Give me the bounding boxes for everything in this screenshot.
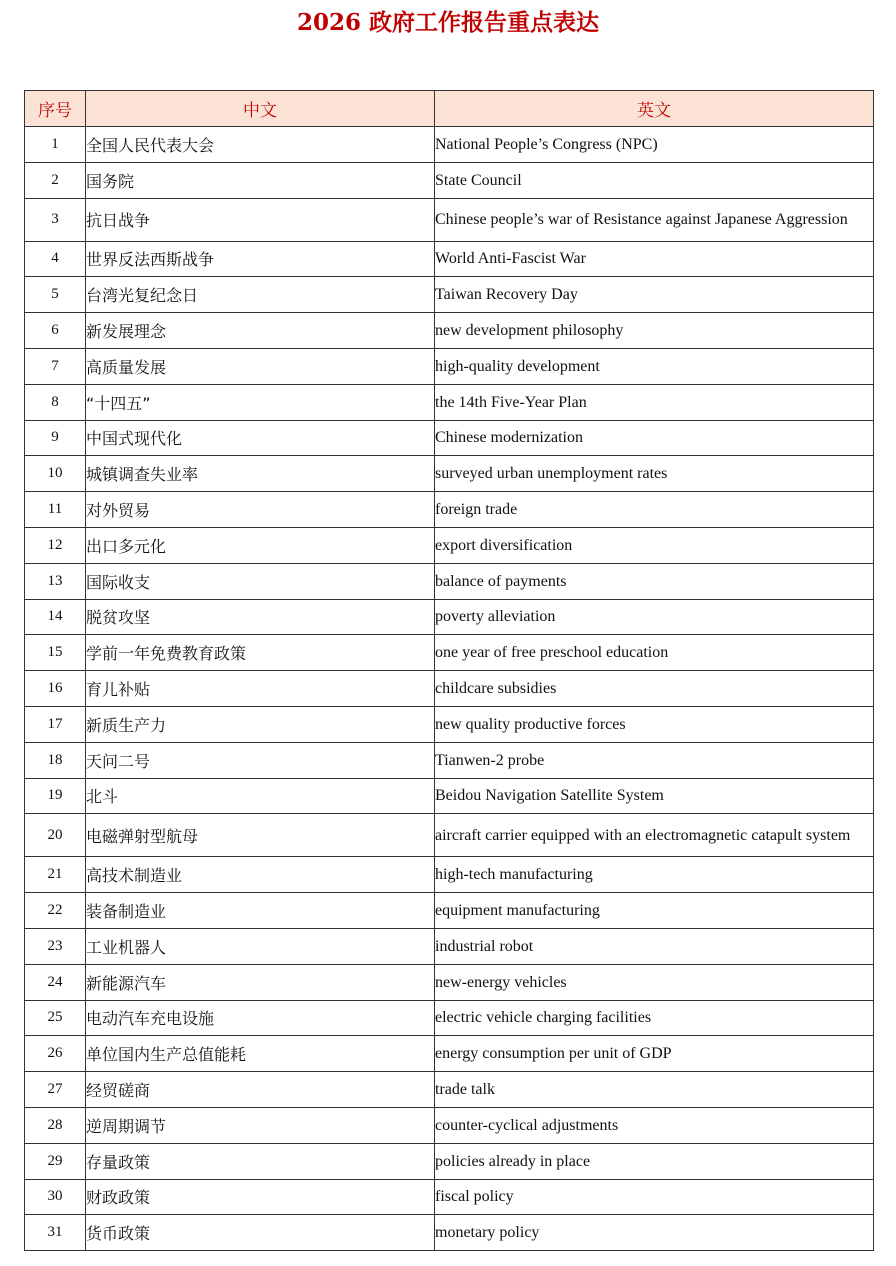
chinese-term-cell: 新质生产力: [86, 706, 435, 742]
table-row: [25, 893, 874, 929]
english-term-cell: high-tech manufacturing: [435, 857, 874, 893]
english-term-cell: balance of payments: [435, 563, 874, 599]
table-row: [25, 384, 874, 420]
row-number-cell: 9: [25, 420, 86, 456]
row-number-cell: 24: [25, 964, 86, 1000]
chinese-term-cell: 装备制造业: [86, 893, 435, 929]
english-term-cell: Chinese modernization: [435, 420, 874, 456]
chinese-term-cell: 工业机器人: [86, 928, 435, 964]
row-number-cell: 30: [25, 1179, 86, 1215]
english-term-cell: new development philosophy: [435, 313, 874, 349]
chinese-term-cell: 货币政策: [86, 1215, 435, 1251]
chinese-term-cell: 国务院: [86, 162, 435, 198]
row-number-cell: 16: [25, 671, 86, 707]
row-number-cell: 6: [25, 313, 86, 349]
table-body: [25, 127, 874, 1251]
header-cell-number: 序号: [25, 91, 86, 127]
chinese-term-cell: 新发展理念: [86, 313, 435, 349]
table-row: [25, 1036, 874, 1072]
table-row: [25, 241, 874, 277]
row-number-cell: 17: [25, 706, 86, 742]
chinese-term-cell: 高技术制造业: [86, 857, 435, 893]
row-number-cell: 27: [25, 1072, 86, 1108]
chinese-term-cell: 单位国内生产总值能耗: [86, 1036, 435, 1072]
table-row: [25, 313, 874, 349]
header-cell-english: 英文: [435, 91, 874, 127]
chinese-term-cell: “十四五”: [86, 384, 435, 420]
terms-table: [24, 90, 874, 1251]
english-term-cell: fiscal policy: [435, 1179, 874, 1215]
table-row: [25, 1215, 874, 1251]
table-row: [25, 527, 874, 563]
chinese-term-cell: 电动汽车充电设施: [86, 1000, 435, 1036]
english-term-cell: energy consumption per unit of GDP: [435, 1036, 874, 1072]
english-term-cell: Taiwan Recovery Day: [435, 277, 874, 313]
row-number-cell: 8: [25, 384, 86, 420]
row-number-cell: 23: [25, 928, 86, 964]
row-number-cell: 22: [25, 893, 86, 929]
row-number-cell: 7: [25, 348, 86, 384]
table-row: [25, 742, 874, 778]
chinese-term-cell: 财政政策: [86, 1179, 435, 1215]
table-row: [25, 857, 874, 893]
chinese-term-cell: 高质量发展: [86, 348, 435, 384]
row-number-cell: 15: [25, 635, 86, 671]
chinese-term-cell: 脱贫攻坚: [86, 599, 435, 635]
table-row: [25, 456, 874, 492]
table-row: [25, 198, 874, 241]
row-number-cell: 31: [25, 1215, 86, 1251]
row-number-cell: 11: [25, 492, 86, 528]
english-term-cell: National People’s Congress (NPC): [435, 127, 874, 163]
row-number-cell: 26: [25, 1036, 86, 1072]
english-term-cell: electric vehicle charging facilities: [435, 1000, 874, 1036]
row-number-cell: 28: [25, 1107, 86, 1143]
table-row: [25, 563, 874, 599]
row-number-cell: 19: [25, 778, 86, 814]
table-row: [25, 1143, 874, 1179]
table-row: [25, 778, 874, 814]
row-number-cell: 18: [25, 742, 86, 778]
table-row: [25, 420, 874, 456]
chinese-term-cell: 电磁弹射型航母: [86, 814, 435, 857]
english-term-cell: childcare subsidies: [435, 671, 874, 707]
table-row: [25, 635, 874, 671]
row-number-cell: 3: [25, 198, 86, 241]
table-row: [25, 277, 874, 313]
row-number-cell: 25: [25, 1000, 86, 1036]
chinese-term-cell: 学前一年免费教育政策: [86, 635, 435, 671]
english-term-cell: Chinese people’s war of Resistance against Japanese Aggression: [435, 198, 874, 241]
english-term-cell: trade talk: [435, 1072, 874, 1108]
chinese-term-cell: 世界反法西斯战争: [86, 241, 435, 277]
chinese-term-cell: 全国人民代表大会: [86, 127, 435, 163]
english-term-cell: monetary policy: [435, 1215, 874, 1251]
table-row: [25, 964, 874, 1000]
chinese-term-cell: 台湾光复纪念日: [86, 277, 435, 313]
english-term-cell: poverty alleviation: [435, 599, 874, 635]
english-term-cell: high-quality development: [435, 348, 874, 384]
chinese-term-cell: 城镇调查失业率: [86, 456, 435, 492]
chinese-term-cell: 国际收支: [86, 563, 435, 599]
chinese-term-cell: 对外贸易: [86, 492, 435, 528]
english-term-cell: World Anti-Fascist War: [435, 241, 874, 277]
row-number-cell: 1: [25, 127, 86, 163]
english-term-cell: State Council: [435, 162, 874, 198]
table-row: [25, 1000, 874, 1036]
row-number-cell: 20: [25, 814, 86, 857]
table-row: [25, 706, 874, 742]
table-row: [25, 1072, 874, 1108]
chinese-term-cell: 抗日战争: [86, 198, 435, 241]
english-term-cell: new-energy vehicles: [435, 964, 874, 1000]
english-term-cell: aircraft carrier equipped with an electromagnetic catapult system: [435, 814, 874, 857]
chinese-term-cell: 新能源汽车: [86, 964, 435, 1000]
row-number-cell: 4: [25, 241, 86, 277]
table-row: [25, 671, 874, 707]
chinese-term-cell: 天问二号: [86, 742, 435, 778]
table-row: [25, 599, 874, 635]
row-number-cell: 12: [25, 527, 86, 563]
row-number-cell: 5: [25, 277, 86, 313]
table-row: [25, 1179, 874, 1215]
english-term-cell: counter-cyclical adjustments: [435, 1107, 874, 1143]
table-row: [25, 814, 874, 857]
table-header: [25, 91, 874, 127]
english-term-cell: new quality productive forces: [435, 706, 874, 742]
table-row: [25, 127, 874, 163]
document-title: 2026 政府工作报告重点表达: [296, 9, 600, 36]
row-number-cell: 14: [25, 599, 86, 635]
table-row: [25, 162, 874, 198]
header-cell-chinese: 中文: [86, 91, 435, 127]
table-row: [25, 348, 874, 384]
english-term-cell: export diversification: [435, 527, 874, 563]
header-row: [25, 91, 874, 127]
english-term-cell: Tianwen-2 probe: [435, 742, 874, 778]
chinese-term-cell: 存量政策: [86, 1143, 435, 1179]
chinese-term-cell: 经贸磋商: [86, 1072, 435, 1108]
english-term-cell: equipment manufacturing: [435, 893, 874, 929]
table-row: [25, 928, 874, 964]
row-number-cell: 10: [25, 456, 86, 492]
table-row: [25, 1107, 874, 1143]
chinese-term-cell: 中国式现代化: [86, 420, 435, 456]
english-term-cell: the 14th Five-Year Plan: [435, 384, 874, 420]
table-row: [25, 492, 874, 528]
row-number-cell: 29: [25, 1143, 86, 1179]
english-term-cell: one year of free preschool education: [435, 635, 874, 671]
chinese-term-cell: 育儿补贴: [86, 671, 435, 707]
row-number-cell: 2: [25, 162, 86, 198]
english-term-cell: surveyed urban unemployment rates: [435, 456, 874, 492]
chinese-term-cell: 出口多元化: [86, 527, 435, 563]
chinese-term-cell: 北斗: [86, 778, 435, 814]
english-term-cell: policies already in place: [435, 1143, 874, 1179]
chinese-term-cell: 逆周期调节: [86, 1107, 435, 1143]
english-term-cell: foreign trade: [435, 492, 874, 528]
english-term-cell: Beidou Navigation Satellite System: [435, 778, 874, 814]
row-number-cell: 13: [25, 563, 86, 599]
english-term-cell: industrial robot: [435, 928, 874, 964]
row-number-cell: 21: [25, 857, 86, 893]
